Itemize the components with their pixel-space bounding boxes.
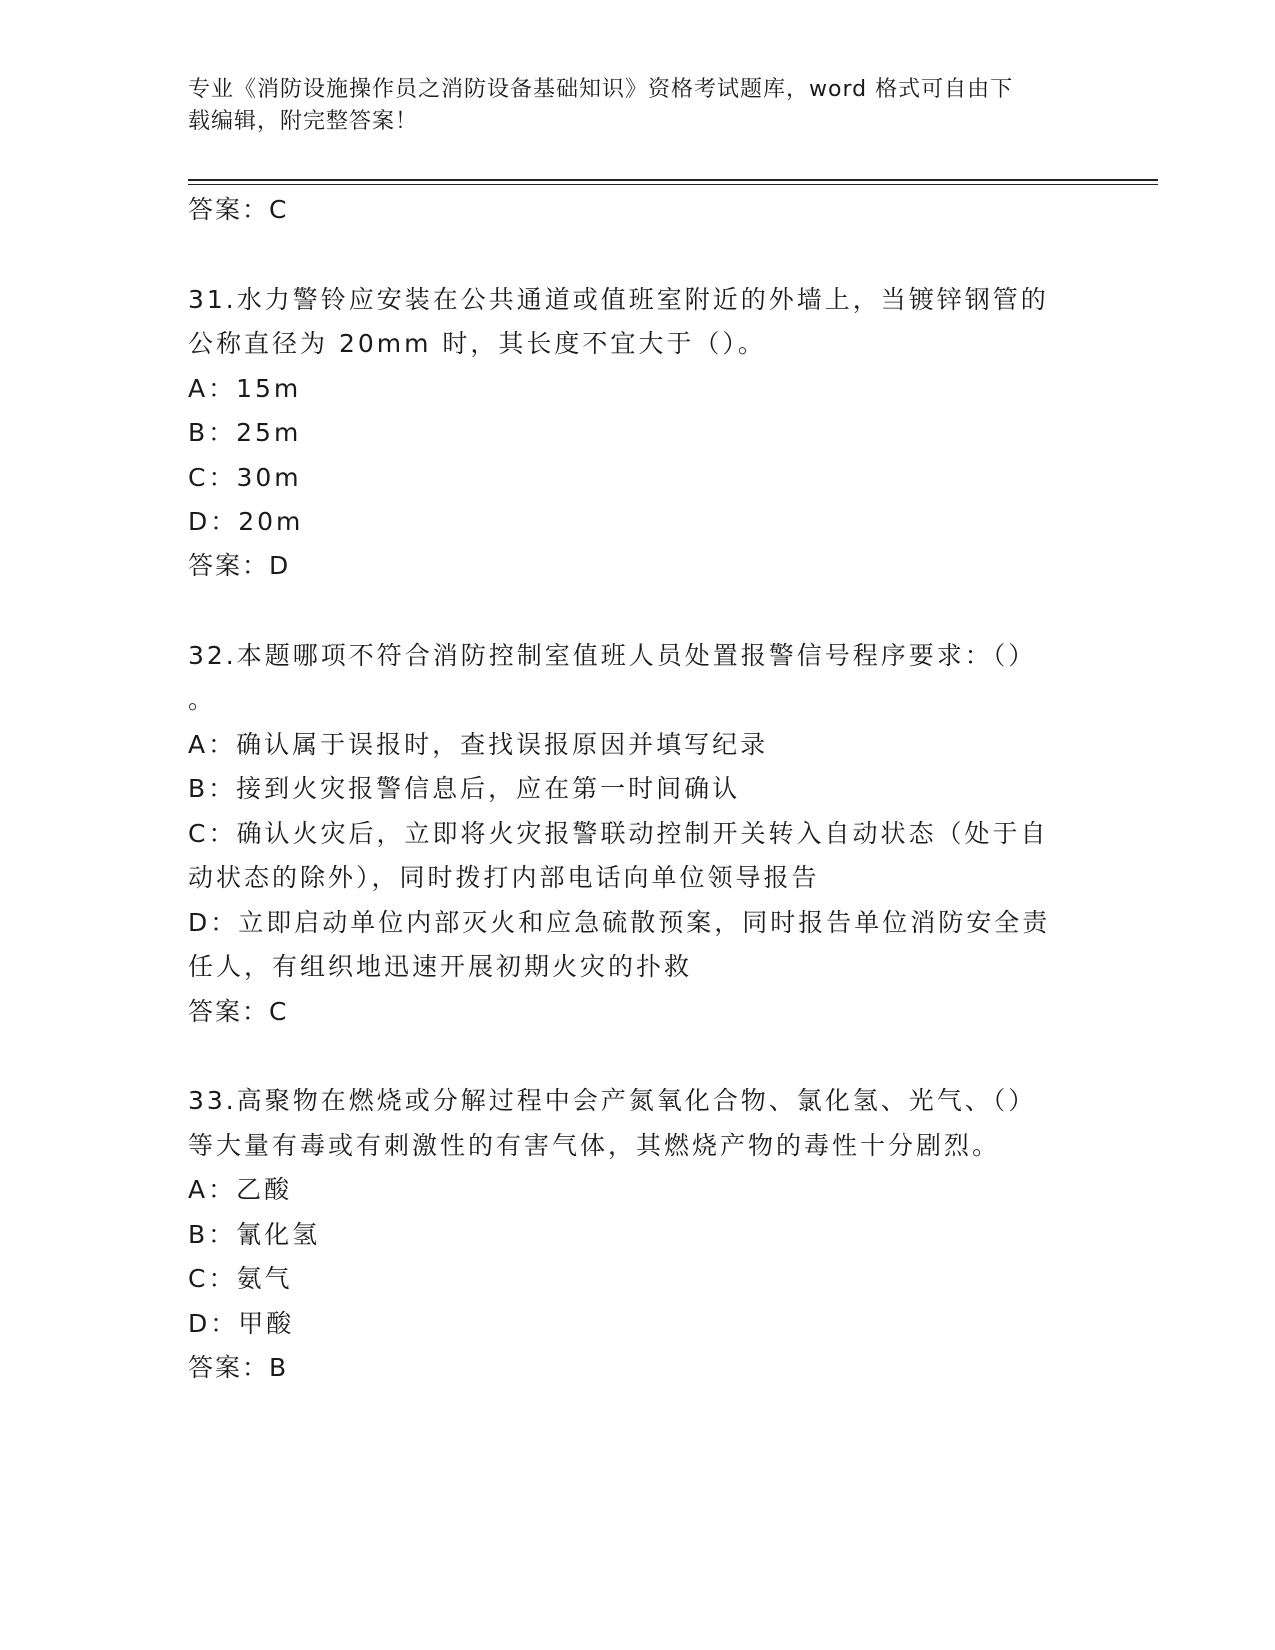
- previous-answer: 答案：C: [188, 195, 289, 224]
- q33-stem-line-2: 等大量有毒或有刺激性的有害气体，其燃烧产物的毒性十分剧烈。: [188, 1131, 1001, 1160]
- q33-stem-line-1: 33.高聚物在燃烧或分解过程中会产氮氧化合物、氯化氢、光气、（）: [188, 1086, 1037, 1115]
- q33-option-c: C：氨气: [188, 1264, 293, 1293]
- header-line-1: 专业《消防设施操作员之消防设备基础知识》资格考试题库，word 格式可自由下: [188, 77, 1014, 102]
- q31-option-b: B：25m: [188, 418, 302, 447]
- q32-option-c-line-1: C：确认火灾后，立即将火灾报警联动控制开关转入自动状态（处于自: [188, 819, 1049, 848]
- header-line-2: 载编辑，附完整答案！: [188, 109, 419, 134]
- q33-option-d: D：甲酸: [188, 1309, 295, 1338]
- document-header: [188, 74, 1088, 138]
- q32-option-d-line-2: 任人，有组织地迅速开展初期火灾的扑救: [188, 952, 693, 981]
- q31-option-d: D：20m: [188, 507, 304, 536]
- q31-stem-line-2: 公称直径为 20mm 时，其长度不宜大于（）。: [188, 329, 766, 358]
- q32-option-d-line-1: D：立即启动单位内部灭火和应急硫散预案，同时报告单位消防安全责: [188, 908, 1051, 937]
- q32-option-b: B：接到火灾报警信息后，应在第一时间确认: [188, 774, 741, 803]
- q32-stem-line-2: 。: [188, 685, 217, 714]
- q33-answer: 答案：B: [188, 1353, 289, 1382]
- q33-option-a: A：乙酸: [188, 1175, 293, 1204]
- q33-option-b: B：氰化氢: [188, 1220, 321, 1249]
- q31-stem-line-1: 31.水力警铃应安装在公共通道或值班室附近的外墙上，当镀锌钢管的: [188, 285, 1049, 314]
- q32-option-a: A：确认属于误报时，查找误报原因并填写纪录: [188, 730, 769, 759]
- header-divider-thick: [188, 179, 1158, 181]
- q32-stem-line-1: 32.本题哪项不符合消防控制室值班人员处置报警信号程序要求：（）: [188, 641, 1037, 670]
- q31-option-a: A：15m: [188, 374, 302, 403]
- q32-option-c-line-2: 动状态的除外），同时拨打内部电话向单位领导报告: [188, 863, 820, 892]
- q31-option-c: C：30m: [188, 463, 302, 492]
- header-divider-thin: [188, 184, 1158, 185]
- q32-answer: 答案：C: [188, 997, 289, 1026]
- q31-answer: 答案：D: [188, 551, 291, 580]
